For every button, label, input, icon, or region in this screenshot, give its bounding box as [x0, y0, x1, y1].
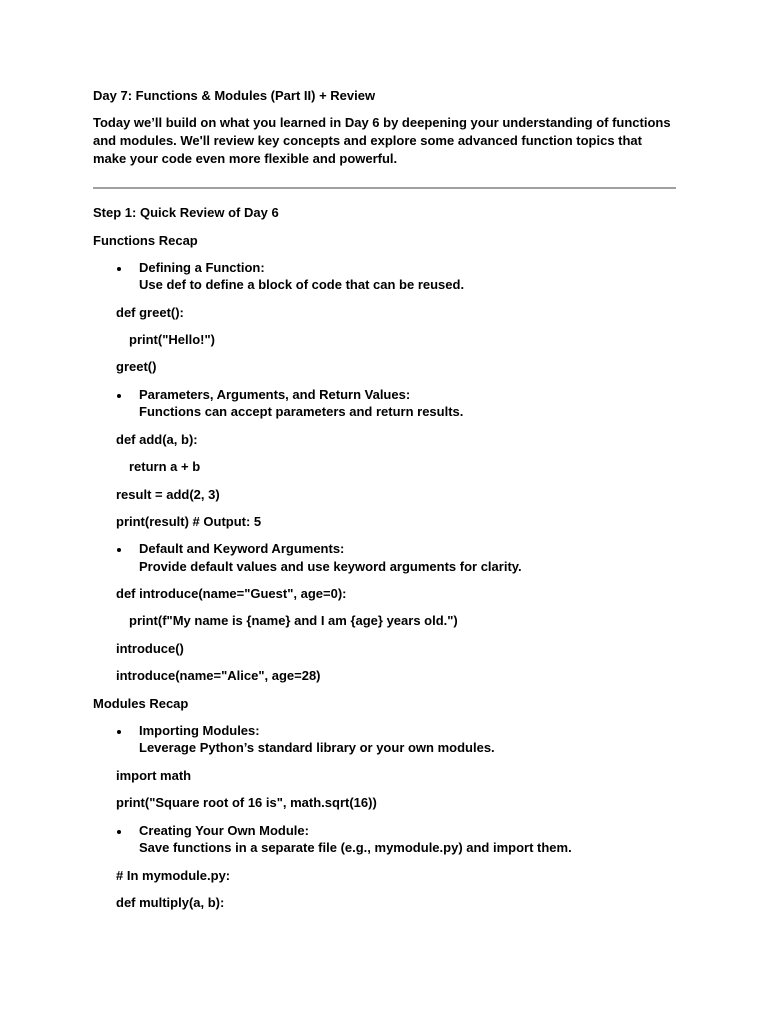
code-line: print("Hello!") — [129, 332, 215, 347]
code-line: return a + b — [129, 459, 201, 474]
functions-recap-heading: Functions Recap — [93, 233, 198, 248]
code-line: result = add(2, 3) — [116, 487, 220, 502]
code-line: print(result) # Output: 5 — [116, 514, 262, 529]
bullet-icon — [117, 394, 121, 398]
modules-recap-heading: Modules Recap — [93, 696, 189, 711]
horizontal-rule — [93, 187, 676, 189]
bullet-icon — [117, 267, 121, 271]
code-line: introduce(name="Alice", age=28) — [116, 668, 321, 683]
step1-heading: Step 1: Quick Review of Day 6 — [93, 205, 279, 220]
importing-label: Importing Modules: — [139, 723, 260, 738]
parameters-desc: Functions can accept parameters and return results. — [139, 404, 464, 419]
defaults-desc: Provide default values and use keyword arguments for clarity. — [139, 559, 522, 574]
code-line: print("Square root of 16 is", math.sqrt(16)) — [116, 795, 377, 810]
intro-paragraph: Today we’ll build on what you learned in Day 6 by deepening your understanding of functions and modules. We'll review key concepts and explore some advanced function topics that make your code even more flexible and powerful. — [93, 115, 671, 166]
bullet-icon — [117, 730, 121, 734]
code-line: def greet(): — [116, 305, 184, 320]
parameters-label: Parameters, Arguments, and Return Values: — [139, 387, 411, 402]
defining-function-label: Defining a Function: — [139, 260, 265, 275]
bullet-icon — [117, 548, 121, 552]
code-line: def introduce(name="Guest", age=0): — [116, 586, 347, 601]
defaults-label: Default and Keyword Arguments: — [139, 541, 345, 556]
document-title: Day 7: Functions & Modules (Part II) + Review — [93, 88, 376, 103]
code-line: greet() — [116, 359, 157, 374]
code-line: def add(a, b): — [116, 432, 198, 447]
code-line: # In mymodule.py: — [116, 868, 231, 883]
own-module-desc: Save functions in a separate file (e.g., mymodule.py) and import them. — [139, 840, 572, 855]
code-line: print(f"My name is {name} and I am {age} years old.") — [129, 613, 458, 628]
code-line: import math — [116, 768, 192, 783]
importing-desc: Leverage Python’s standard library or your own modules. — [139, 740, 495, 755]
defining-function-desc: Use def to define a block of code that can be reused. — [139, 277, 465, 292]
bullet-icon — [117, 830, 121, 834]
own-module-label: Creating Your Own Module: — [139, 823, 309, 838]
code-line: introduce() — [116, 641, 184, 656]
code-line: def multiply(a, b): — [116, 895, 225, 910]
